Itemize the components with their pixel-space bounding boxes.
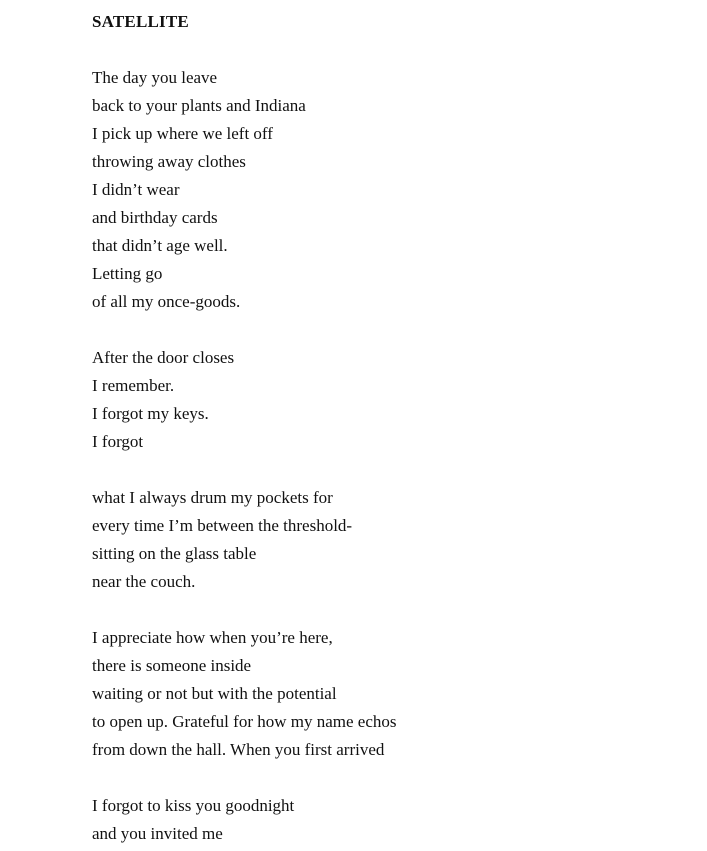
poem-line: I didn’t wear (92, 180, 180, 199)
stanza-2 (92, 344, 692, 456)
poem-line: and you invited me (92, 824, 223, 843)
poem-line: waiting or not but with the potential (92, 684, 337, 703)
poem-line: there is someone inside (92, 656, 252, 675)
poem-line: every time I’m between the threshold- (92, 516, 353, 535)
poem-line: I appreciate how when you’re here, (92, 628, 333, 647)
poem-line: I remember. (92, 376, 175, 395)
poem-line: Letting go (92, 264, 163, 283)
poem-line: near the couch. (92, 572, 196, 591)
poem-line: that didn’t age well. (92, 236, 228, 255)
stanza-3 (92, 484, 692, 596)
poem-line: throwing away clothes (92, 152, 246, 171)
poem-line: sitting on the glass table (92, 544, 257, 563)
stanza-1 (92, 64, 692, 316)
poem-title: SATELLITE (92, 12, 189, 31)
poem-line: I forgot (92, 432, 144, 451)
stanza-5 (92, 792, 692, 848)
poem-line: After the door closes (92, 348, 235, 367)
poem-line: to open up. Grateful for how my name echos (92, 712, 397, 731)
poem-line: what I always drum my pockets for (92, 488, 333, 507)
poem-line: I forgot to kiss you goodnight (92, 796, 295, 815)
poem-line: of all my once-goods. (92, 292, 241, 311)
poem-line: from down the hall. When you first arrived (92, 740, 385, 759)
stanza-4 (92, 624, 692, 764)
poem-line: The day you leave (92, 68, 218, 87)
poem-line: back to your plants and Indiana (92, 96, 306, 115)
poem (92, 8, 692, 848)
poem-line: I forgot my keys. (92, 404, 209, 423)
poem-line: and birthday cards (92, 208, 218, 227)
poem-line: I pick up where we left off (92, 124, 273, 143)
